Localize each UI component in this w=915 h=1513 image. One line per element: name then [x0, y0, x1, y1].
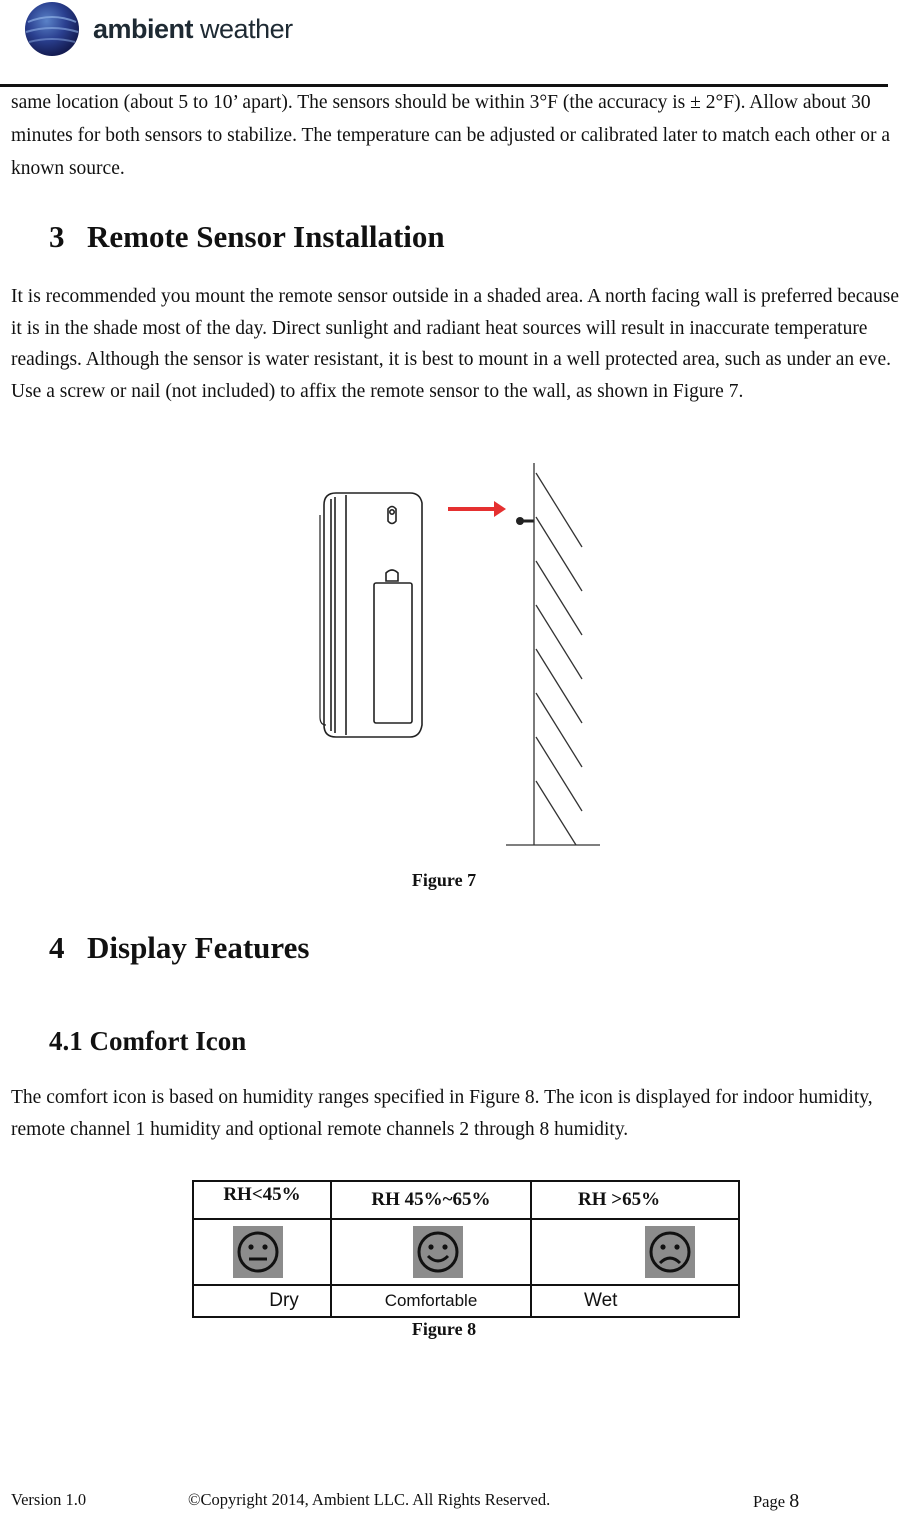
header-dry-range: RH<45% [193, 1181, 331, 1219]
frowning-face-icon [645, 1226, 695, 1278]
footer-copyright: ©Copyright 2014, Ambient LLC. All Rights Reserved. [188, 1490, 551, 1509]
screw-icon [516, 517, 534, 525]
globe-logo-icon [20, 0, 82, 60]
comfort-table-header-row [193, 1181, 739, 1219]
ambient-weather-logo [20, 0, 320, 60]
section-3-number: 3 [49, 219, 65, 254]
figure-8-caption: Figure 8 [411, 1319, 477, 1339]
label-wet: Wet [531, 1285, 739, 1317]
intro-paragraph: same location (about 5 to 10’ apart). The sensors should be within 3°F (the accuracy is ± 2°F). Allow about 30 minutes for both sensors to stabilize. The temperature can be adjusted or calibrated later to match each other or a known source. [11, 92, 890, 179]
section-3-heading [49, 219, 445, 255]
label-comfortable: Comfortable [331, 1285, 531, 1317]
section-4-heading [49, 930, 309, 966]
footer-page-number: 8 [789, 1490, 800, 1512]
header-wet-range: RH >65% [531, 1181, 739, 1219]
comfort-table-label-row [193, 1285, 739, 1317]
remote-sensor-drawing [320, 493, 422, 737]
comfortable-icon-cell [331, 1219, 531, 1285]
logo-wordmark: ambient weather [93, 14, 293, 44]
section-4-number: 4 [49, 930, 65, 965]
figure-7-caption: Figure 7 [411, 870, 477, 890]
footer-version: Version 1.0 [11, 1490, 87, 1509]
remote-sensor-mounting-illustration [300, 455, 600, 855]
footer-page-label: Page [753, 1492, 786, 1511]
comfort-table-icon-row [193, 1219, 739, 1285]
section-3-paragraph: It is recommended you mount the remote sensor outside in a shaded area. A north facing wall is preferred because it is in the shade most of the day. Direct sunlight and radiant heat sources will result in inaccurate temperature readings. Although the sensor is water resistant, it is best to mount in a well protected area, such as under an eve. Use a screw or nail (not included) to affix the remote sensor to the wall, as shown in Figure 7. [11, 286, 900, 403]
label-dry: Dry [193, 1285, 331, 1317]
section-4-title: Display Features [87, 930, 310, 965]
section-3-title: Remote Sensor Installation [87, 219, 445, 254]
section-4-1-heading: 4.1 Comfort Icon [49, 1026, 247, 1056]
header-comfortable-range: RH 45%~65% [331, 1181, 531, 1219]
dry-icon-cell [193, 1219, 331, 1285]
red-arrow-icon [448, 501, 506, 517]
wet-icon-cell [531, 1219, 739, 1285]
smiling-face-icon [413, 1226, 463, 1278]
neutral-face-icon [233, 1226, 283, 1278]
comfort-icon-table [192, 1180, 740, 1318]
section-4-1-paragraph: The comfort icon is based on humidity ranges specified in Figure 8. The icon is displayed for indoor humidity, remote channel 1 humidity and optional remote channels 2 through 8 humidity. [11, 1087, 873, 1140]
footer-page [753, 1490, 799, 1513]
